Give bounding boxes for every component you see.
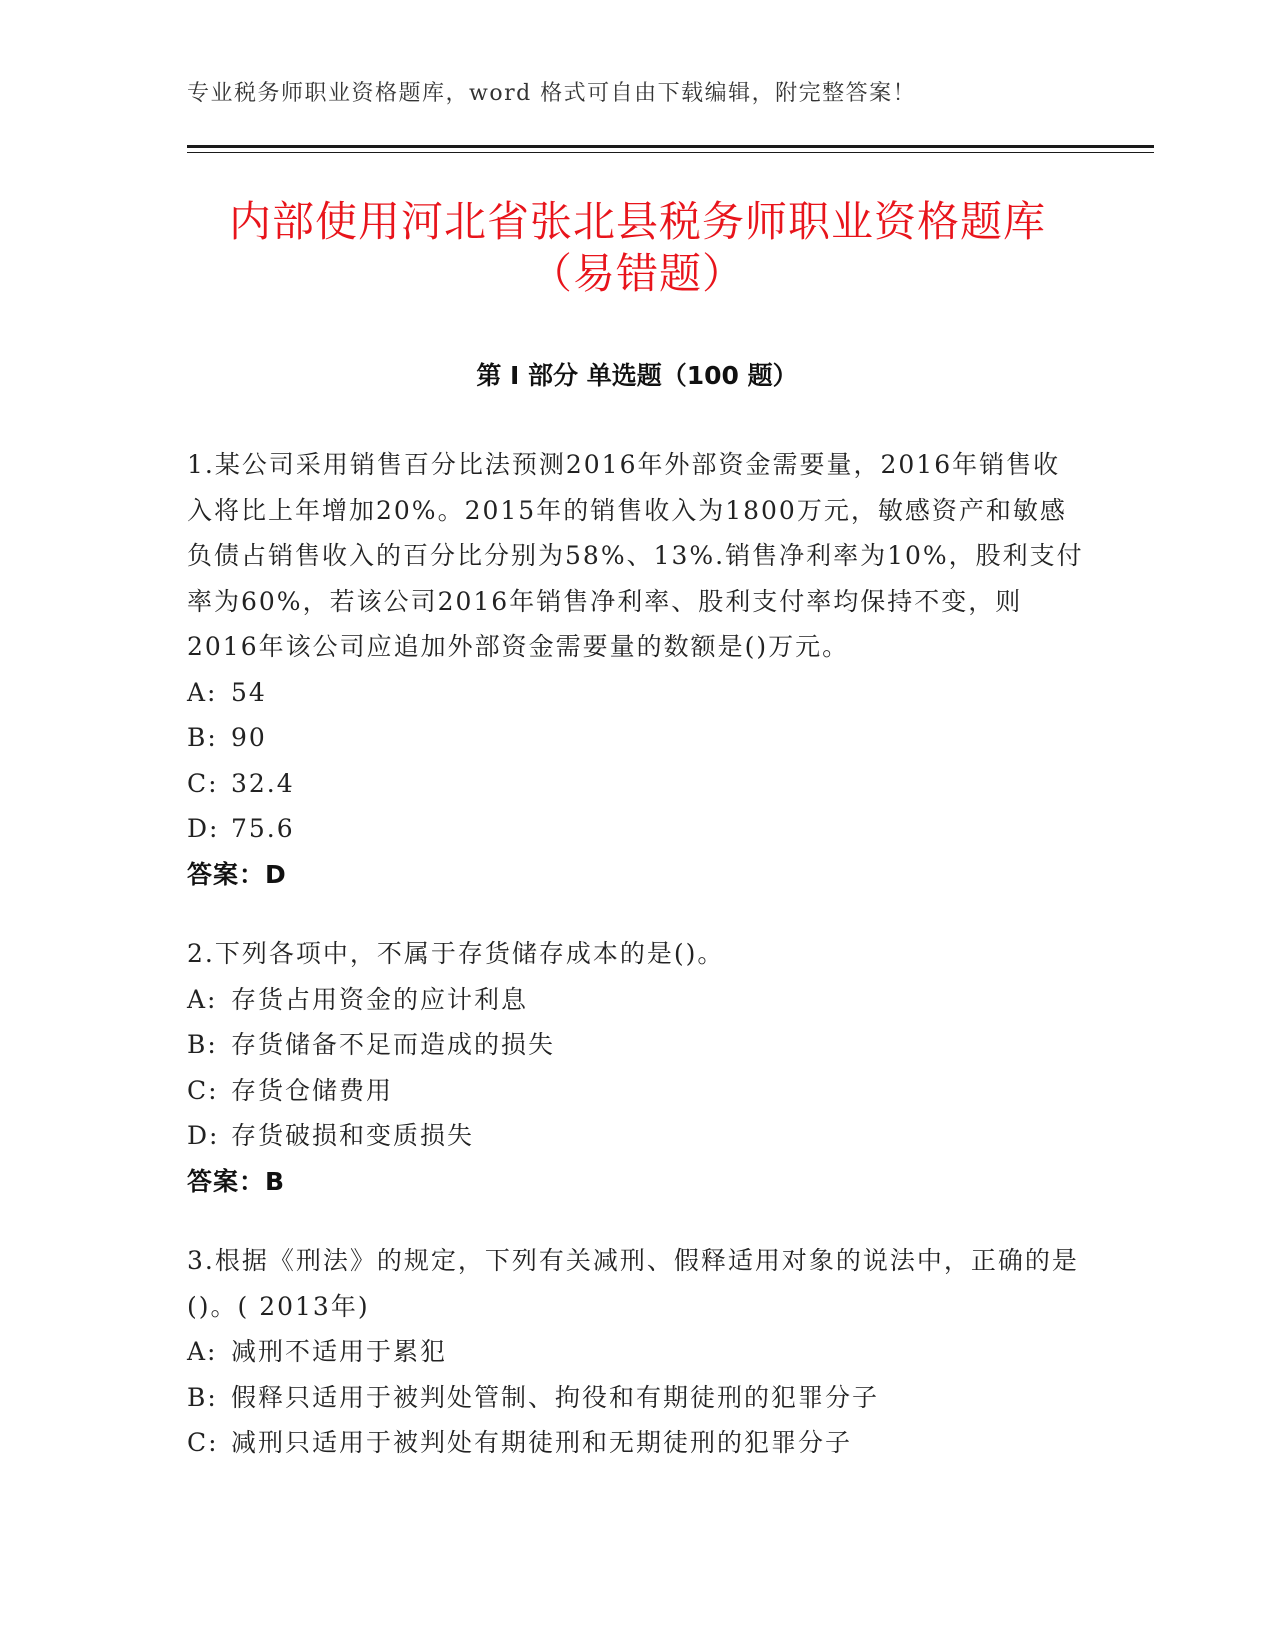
question-1: [187, 442, 1087, 897]
document-title-line2: （易错题）: [529, 249, 745, 298]
question-answer: 答案：B: [187, 1166, 286, 1196]
option-text: 存货储备不足而造成的损失: [231, 1030, 556, 1059]
header-rule-thin: [187, 152, 1154, 153]
option-letter: B:: [187, 723, 218, 752]
question-3: [187, 1238, 1087, 1466]
question-option-b: [187, 1022, 1087, 1068]
option-letter: A:: [187, 677, 218, 707]
option-letter: A:: [187, 1337, 218, 1366]
question-option-b: [187, 715, 1087, 761]
question-stem: 2.下列各项中，不属于存货储存成本的是()。: [187, 939, 725, 968]
option-text: 减刑只适用于被判处有期徒刑和无期徒刑的犯罪分子: [231, 1428, 853, 1457]
question-option-a: [187, 977, 1087, 1023]
question-option-c: [187, 1068, 1087, 1114]
option-letter: C:: [187, 768, 219, 798]
option-letter: B:: [187, 1030, 218, 1059]
question-list: [187, 442, 1087, 1500]
question-option-a: [187, 670, 1087, 716]
option-text: 75.6: [231, 814, 295, 843]
option-letter: A:: [187, 984, 218, 1014]
option-text: 假释只适用于被判处管制、拘役和有期徒刑的犯罪分子: [231, 1382, 880, 1412]
question-option-d: [187, 1113, 1087, 1159]
option-text: 减刑不适用于累犯: [231, 1337, 448, 1366]
option-letter: C:: [187, 1075, 219, 1105]
option-letter: B:: [187, 1382, 218, 1412]
document-title: [150, 196, 1125, 300]
question-2: [187, 931, 1087, 1204]
header-rule-thick: [187, 145, 1154, 148]
option-text: 32.4: [231, 768, 295, 798]
question-option-c: [187, 1420, 1087, 1466]
option-text: 90: [231, 723, 267, 752]
option-text: 54: [231, 677, 267, 707]
question-option-c: [187, 761, 1087, 807]
question-answer: 答案：D: [187, 859, 287, 889]
question-option-a: [187, 1329, 1087, 1375]
option-text: 存货占用资金的应计利息: [231, 984, 529, 1014]
option-text: 存货仓储费用: [231, 1075, 394, 1105]
option-text: 存货破损和变质损失: [231, 1121, 475, 1150]
question-option-b: [187, 1375, 1087, 1421]
document-title-line1: 内部使用河北省张北县税务师职业资格题库: [228, 197, 1046, 246]
question-stem: 1.某公司采用销售百分比法预测2016年外部资金需要量，2016年销售收入将比上年增加20%。2015年的销售收入为1800万元，敏感资产和敏感负债占销售收入的百分比分别为58%、13%.销售净利率为10%，股利支付率为60%，若该公司2016年销售净利率、股利支付率均保持不变，则2016年该公司应追加外部资金需要量的数额是()万元。: [187, 450, 1084, 661]
question-stem: 3.根据《刑法》的规定，下列有关减刑、假释适用对象的说法中，正确的是()。( 2013年): [187, 1246, 1079, 1321]
option-letter: D:: [187, 1121, 220, 1150]
question-option-d: [187, 806, 1087, 852]
header-note: 专业税务师职业资格题库，word 格式可自由下载编辑，附完整答案！: [187, 81, 917, 106]
option-letter: D:: [187, 814, 220, 843]
option-letter: C:: [187, 1428, 219, 1457]
section-title: 第 I 部分 单选题（100 题）: [476, 361, 798, 390]
